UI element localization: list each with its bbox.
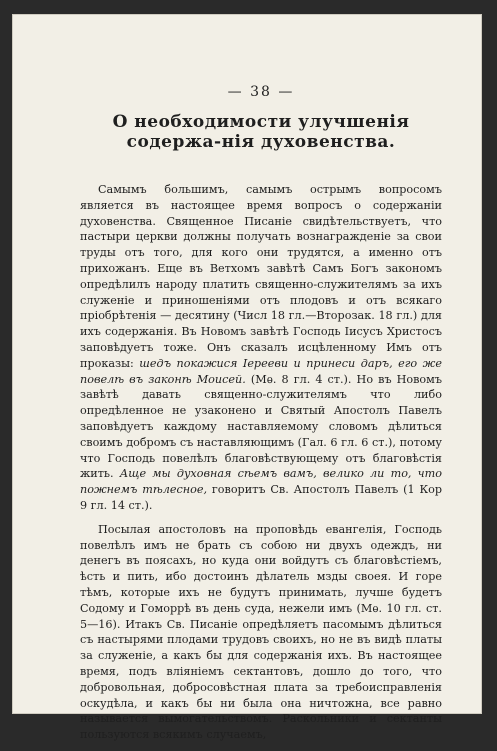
paragraph-1: [80, 182, 442, 514]
paragraph-2-text: Посылая апостоловъ на проповѣдь евангелія, Господь повелѣлъ имъ не брать съ собою ни двухъ одеждъ, ни денегъ въ поясахъ, но куда они войдутъ съ благовѣстіемъ, ѣсть и пить, ибо достоинъ дѣлатель мзды своея. И горе тѣмъ, которые ихъ не будутъ принимать, лучше будетъ Содому и Гоморрѣ въ день суда, нежели имъ (Мѳ. 10 гл. ст. 5—16). Итакъ Св. Писаніе опредѣляетъ пасомымъ дѣлиться съ настырями плодами трудовъ своихъ, но не въ видѣ платы за служеніе, а какъ бы для содержанія ихъ. Въ настоящее время, подъ вліяніемъ сектантовъ, дошло до того, что добровольная, добросовѣстная плата за требоисправленія оскудѣла, и какъ бы ни была она ничтожна, все равно называется вымогательствомъ. Раскольники и сектанты пользуются всякимъ случаемъ,: [80, 522, 442, 742]
page-content: [80, 84, 442, 751]
paragraph-1-italic-quote-2: Аще мы духовная сѣемъ вамъ, велико ли то, что пожнемъ тѣлесное,: [80, 467, 442, 497]
paragraph-1-text-3: говоритъ Св. Апостолъ Павелъ (1 Кор 9 гл. 14 ст.).: [80, 483, 442, 512]
paragraph-1-italic-quote-1: шедъ покажися Іерееви и принеси даръ, его же повелѣ въ законѣ Моисей.: [80, 356, 442, 386]
paragraph-2: [80, 522, 442, 743]
page-number: — 38 —: [227, 84, 295, 100]
chapter-title: О необходимости улучшенія содержа-нія духовенства.: [112, 112, 410, 152]
book-page: [12, 14, 482, 742]
paragraph-1-text: Самымъ большимъ, самымъ острымъ вопросомъ является въ настоящее время вопросъ о содержаніи духовенства. Священное Писаніе свидѣтельствуетъ, что пастыри церкви должны получать вознагражденіе за свои труды отъ того, для кого они трудятся, а именно отъ прихожанъ. Еще въ Ветхомъ завѣтѣ Самъ Богъ закономъ опредѣлилъ народу платить священно-служителямъ за ихъ служеніе и приношеніями отъ плодовъ и отъ всякаго пріобрѣтенія — десятину (Числ 18 гл.—Второзак. 18 гл.) для ихъ содержанія. Въ Новомъ завѣтѣ Господь Іисусъ Христосъ заповѣдуетъ тоже. Онъ сказалъ исцѣленному Имъ отъ проказы:: [80, 183, 442, 370]
paragraph-1-text-2: (Мѳ. 8 гл. 4 ст.). Но въ Новомъ завѣтѣ давать священно-служителямъ что либо опредѣленное не узаконено и Святый Апостолъ Павелъ заповѣдуетъ каждому наставляемому словомъ дѣлиться своимъ добромъ съ наставляющимъ (Гал. 6 гл. 6 ст.), потому что Господь повелѣлъ благовѣствующему отъ благовѣстія жить.: [80, 372, 442, 481]
